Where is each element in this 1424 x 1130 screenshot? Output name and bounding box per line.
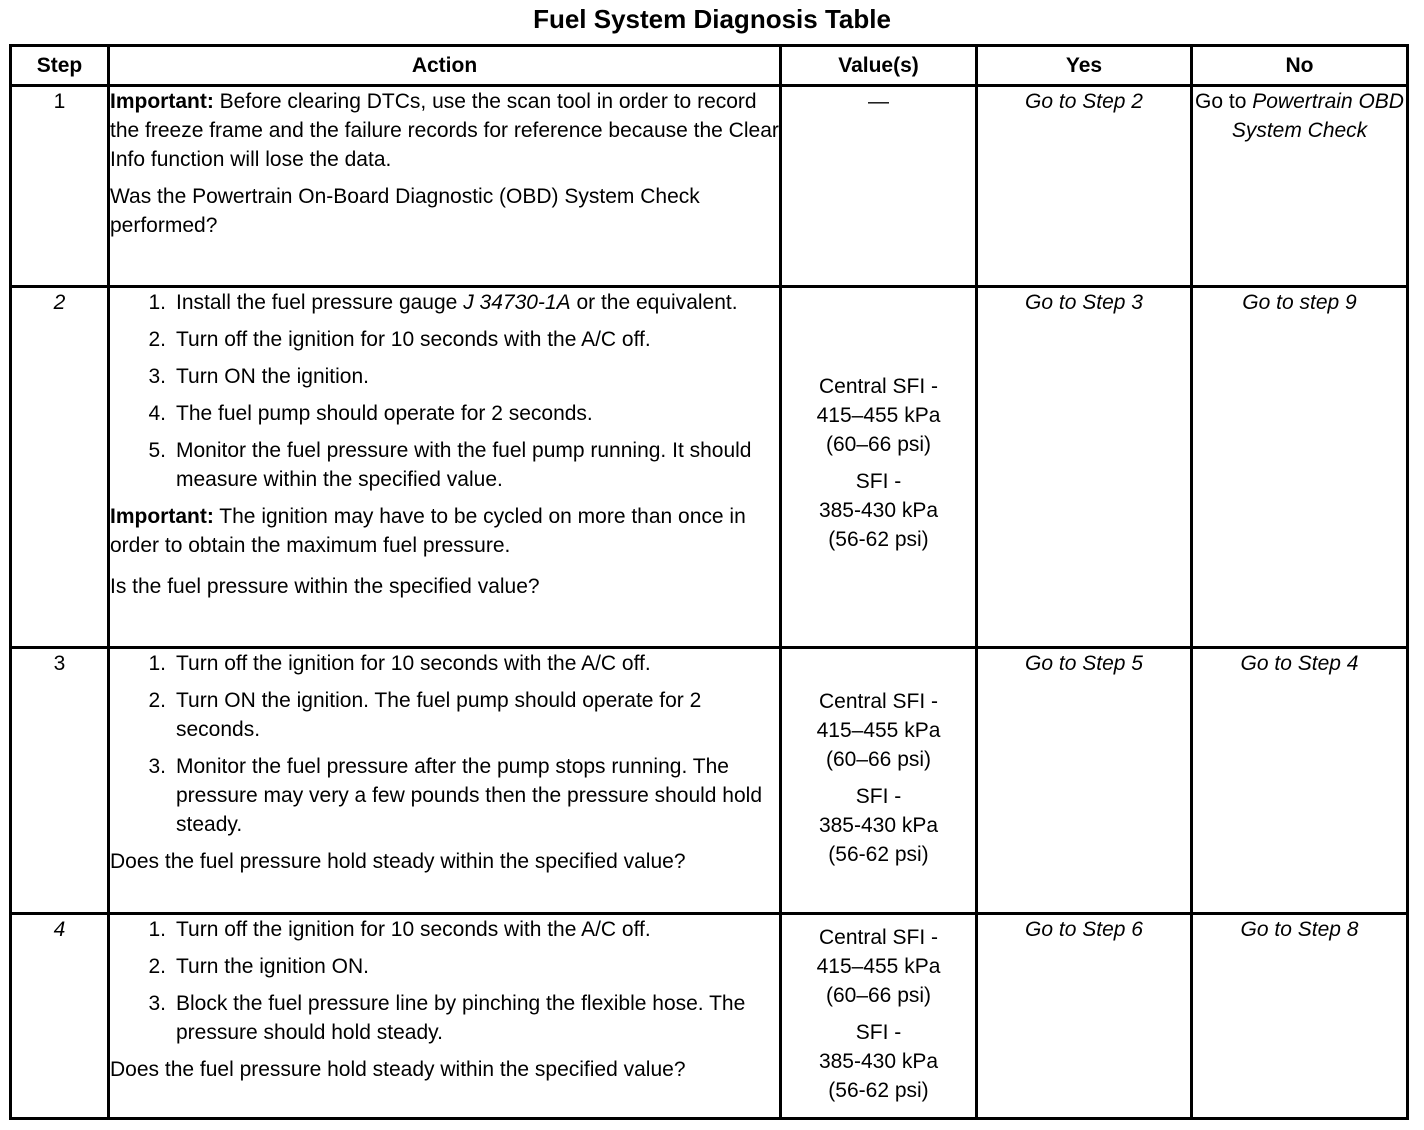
list-item: 2. Turn off the ignition for 10 seconds with the A/C off. [148, 328, 651, 351]
important-text: Before clearing DTCs, use the scan tool in order to record the freeze frame and the failure records for reference because the Clear Info function will lose the data. [110, 90, 779, 171]
header-yes: Yes [977, 46, 1192, 86]
no-cell: Go to step 9 [1192, 287, 1408, 648]
page-title: Fuel System Diagnosis Table [533, 4, 891, 34]
action-cell [109, 287, 781, 648]
action-cell [109, 86, 781, 287]
table-row-step-1 [11, 86, 1408, 287]
yes-cell: Go to Step 5 [977, 648, 1192, 914]
no-prefix: Go to [1195, 90, 1247, 113]
question-text: Is the fuel pressure within the specified value? [110, 575, 540, 598]
yes-cell: Go to Step 6 [977, 914, 1192, 1119]
tool-number: J 34730-1A [463, 291, 571, 314]
table-row-step-2 [11, 287, 1408, 648]
list-item: 1. Turn off the ignition for 10 seconds with the A/C off. [148, 918, 651, 941]
list-item: 2. Turn ON the ignition. The fuel pump should operate for 2 seconds. [148, 689, 702, 741]
header-values: Value(s) [781, 46, 977, 86]
action-list [110, 649, 779, 839]
important-note [110, 502, 779, 560]
step-number: 4 [11, 914, 109, 1119]
question-text: Does the fuel pressure hold steady within the specified value? [110, 1058, 686, 1081]
value-cell [781, 86, 977, 287]
question-text: Does the fuel pressure hold steady within the specified value? [110, 850, 686, 873]
list-item: 4. The fuel pump should operate for 2 seconds. [148, 402, 593, 425]
no-cell: Go to Step 8 [1192, 914, 1408, 1119]
yes-cell: Go to Step 2 [977, 86, 1192, 287]
list-item: 3. Block the fuel pressure line by pinching the flexible hose. The pressure should hold steady. [148, 992, 746, 1044]
table-row-step-3 [11, 648, 1408, 914]
important-label: Important: [110, 505, 214, 528]
header-row [11, 46, 1408, 86]
header-step: Step [11, 46, 109, 86]
value-cell: Central SFI - 415–455 kPa (60–66 psi) SFI - 385-430 kPa (56-62 psi) [781, 914, 977, 1119]
important-text: The ignition may have to be cycled on more than once in order to obtain the maximum fuel pressure. [110, 505, 746, 557]
no-target: Powertrain OBD System Check [1231, 90, 1404, 142]
important-label: Important: [110, 90, 214, 113]
action-list [110, 288, 779, 494]
step-number: 3 [11, 648, 109, 914]
action-cell [109, 648, 781, 914]
list-item: 1. Turn off the ignition for 10 seconds with the A/C off. [148, 652, 651, 675]
header-no: No [1192, 46, 1408, 86]
list-item: 2. Turn the ignition ON. [148, 955, 369, 978]
list-item: 5. Monitor the fuel pressure with the fuel pump running. It should measure within the specified value. [148, 439, 752, 491]
step-number: 1 [11, 86, 109, 287]
no-cell [1192, 86, 1408, 287]
question-text: Was the Powertrain On-Board Diagnostic (OBD) System Check performed? [110, 185, 700, 237]
list-item: 3. Turn ON the ignition. [148, 365, 369, 388]
no-cell: Go to Step 4 [1192, 648, 1408, 914]
list-item: 1. Install the fuel pressure gauge J 34730-1A or the equivalent. [148, 291, 738, 314]
action-list [110, 915, 779, 1047]
yes-cell: Go to Step 3 [977, 287, 1192, 648]
value-dash: — [868, 90, 889, 113]
step-number: 2 [11, 287, 109, 648]
value-cell: Central SFI - 415–455 kPa (60–66 psi) SFI - 385-430 kPa (56-62 psi) [781, 648, 977, 914]
action-cell [109, 914, 781, 1119]
list-item: 3. Monitor the fuel pressure after the pump stops running. The pressure may very a few pounds then the pressure should hold steady. [148, 755, 763, 836]
important-note [110, 87, 779, 174]
diagnosis-table [9, 44, 1409, 1120]
header-action: Action [109, 46, 781, 86]
value-cell: Central SFI - 415–455 kPa (60–66 psi) SFI - 385-430 kPa (56-62 psi) [781, 287, 977, 648]
table-row-step-4 [11, 914, 1408, 1119]
